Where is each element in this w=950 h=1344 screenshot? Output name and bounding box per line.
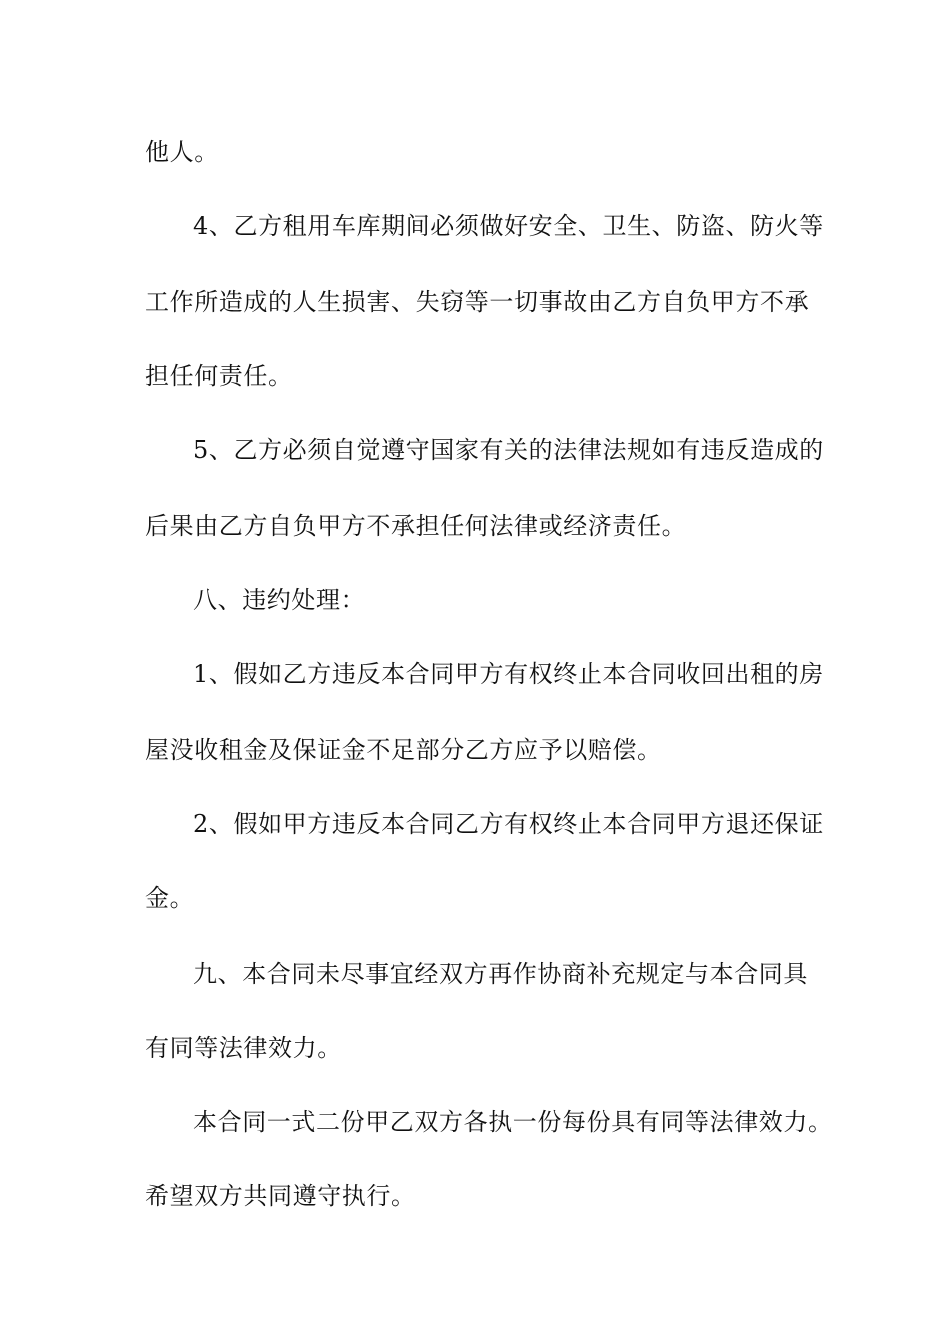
text-line-6: 后果由乙方自负甲方不承担任何法律或经济责任。 [145, 512, 687, 540]
text-line-14: 本合同一式二份甲乙双方各执一份每份具有同等法律效力。 [193, 1108, 833, 1136]
text-line-10: 2、假如甲方违反本合同乙方有权终止本合同甲方退还保证 [193, 810, 824, 838]
section-heading-8: 八、违约处理： [193, 586, 366, 614]
text-line-4: 担任何责任。 [145, 362, 293, 390]
text-line-8: 1、假如乙方违反本合同甲方有权终止本合同收回出租的房 [193, 660, 824, 688]
text-line-1: 他人。 [145, 138, 219, 166]
text-line-2: 4、乙方租用车库期间必须做好安全、卫生、防盗、防火等 [193, 212, 824, 240]
text-line-3: 工作所造成的人生损害、失窃等一切事故由乙方自负甲方不承 [145, 288, 810, 316]
text-line-5: 5、乙方必须自觉遵守国家有关的法律法规如有违反造成的 [193, 436, 824, 464]
text-line-9: 屋没收租金及保证金不足部分乙方应予以赔偿。 [145, 736, 662, 764]
text-line-13: 有同等法律效力。 [145, 1034, 342, 1062]
text-line-15: 希望双方共同遵守执行。 [145, 1182, 416, 1210]
text-line-11: 金。 [145, 884, 195, 912]
section-heading-9: 九、本合同未尽事宜经双方再作协商补充规定与本合同具 [193, 960, 808, 988]
